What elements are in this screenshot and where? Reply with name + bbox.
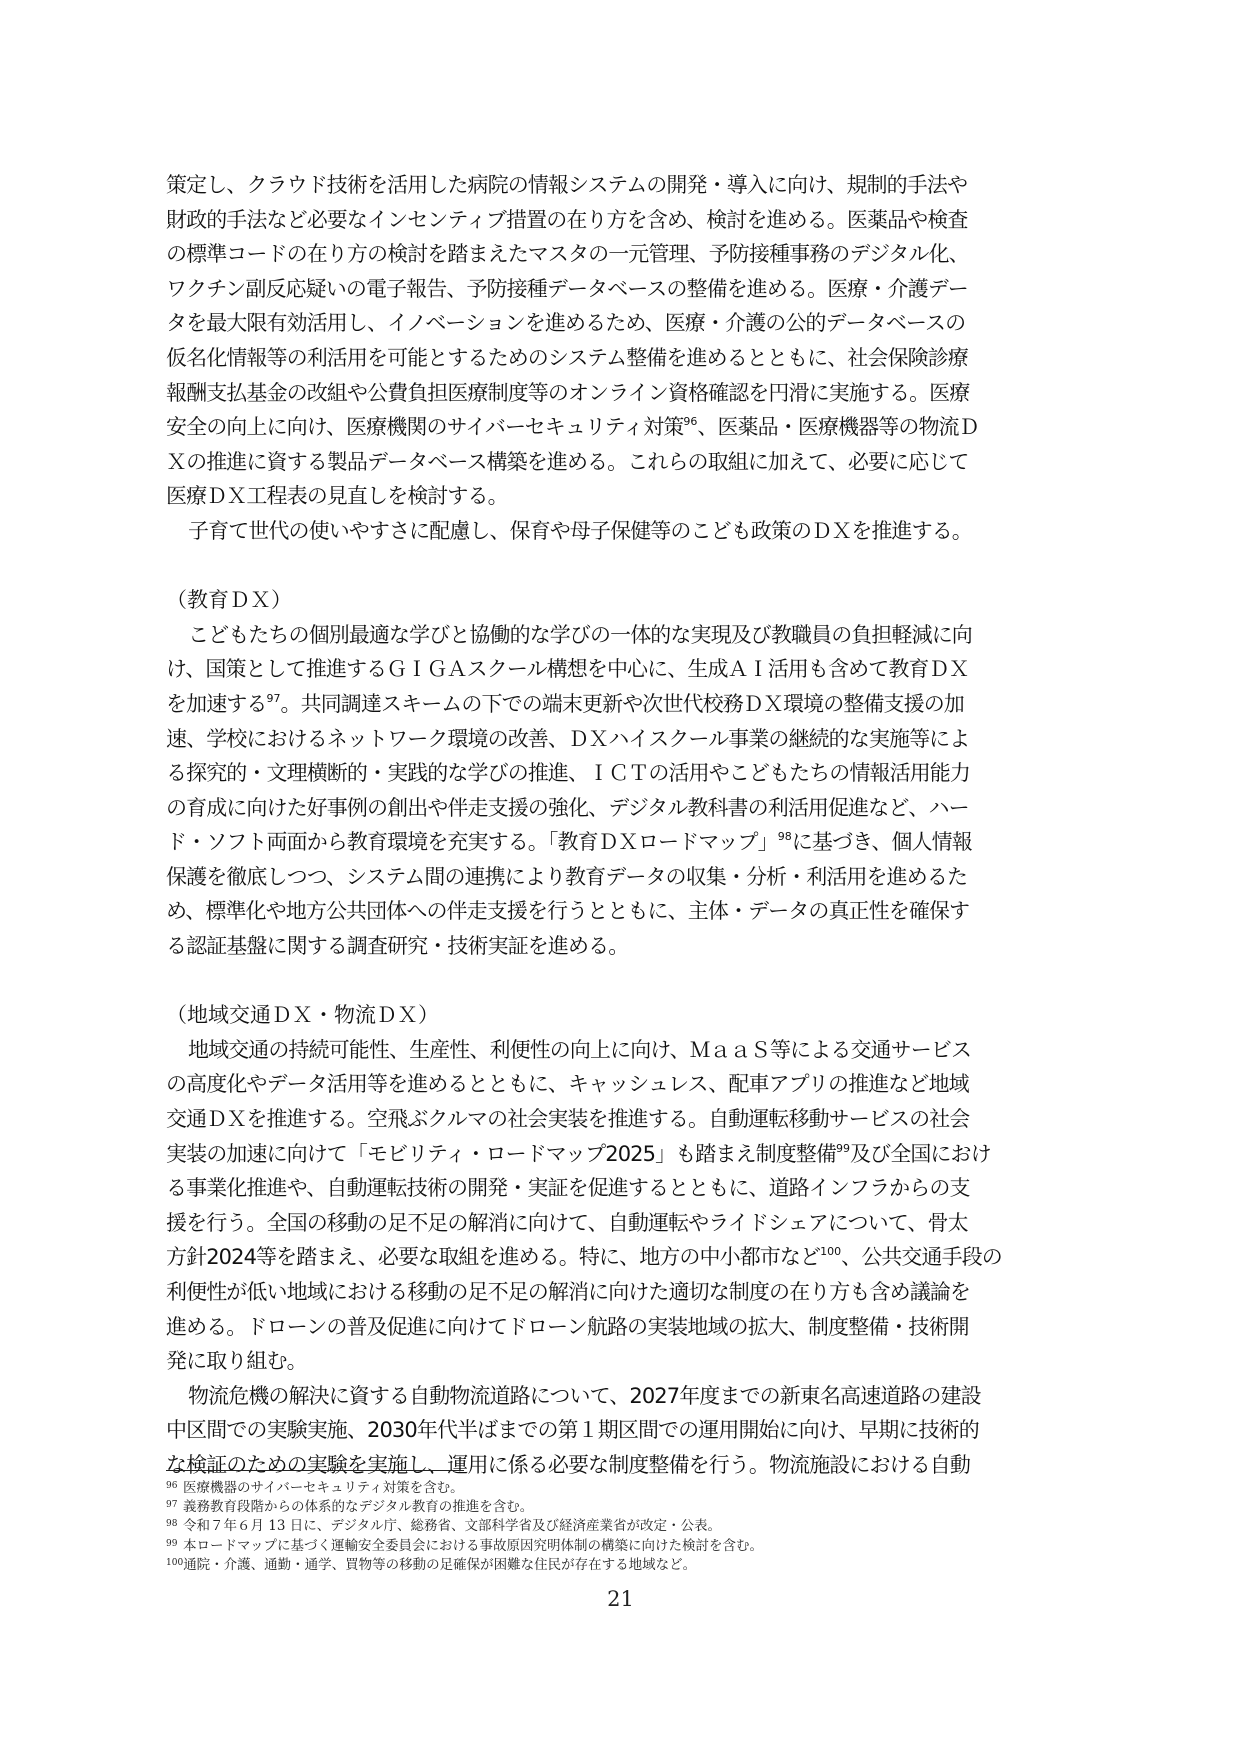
text-run: 、公共交通手段の <box>841 1245 1002 1270</box>
paragraph-line <box>166 825 1082 860</box>
paragraph-line: 子育て世代の使いやすさに配慮し、保育や母子保健等のこども政策のＤＸを推進する。 <box>188 518 972 543</box>
footnote-number: 96 <box>166 1481 178 1491</box>
paragraph-line: 財政的手法など必要なインセンティブ措置の在り方を含め、検討を進める。医薬品や検査 <box>166 207 968 232</box>
footnote-number: 99 <box>166 1538 178 1549</box>
text-run: 安全の向上に向け、医療機関のサイバーセキュリティ対策 <box>166 415 684 440</box>
paragraph-line <box>166 687 1082 722</box>
paragraph-line: 進める。ドローンの普及促進に向けてドローン航路の実装地域の拡大、制度整備・技術開 <box>166 1314 969 1339</box>
text-run: ド・ソフト両面から教育環境を充実する。「教育ＤＸロードマップ」 <box>166 830 778 855</box>
paragraph-line <box>166 1137 1082 1172</box>
footnote-ref-97: 97 <box>266 691 281 705</box>
footnote-number: 97 <box>166 1500 178 1511</box>
text-run: 。共同調達スキームの下での端末更新や次世代校務ＤＸ環境の整備支援の加 <box>280 691 964 716</box>
footnote-ref-96: 96 <box>683 415 698 429</box>
paragraph-line: 策定し、クラウド技術を活用した病院の情報システムの開発・導入に向け、規制的手法や <box>166 173 968 197</box>
footnote-text: 本ロードマップに基づく運輸安全委員会における事故原因究明体制の構築に向けた検討を含む。 <box>183 1537 763 1554</box>
footnote-text: 令和７年６月 13 日に、デジタル庁、総務省、文部科学省及び経済産業省が改定・公表。 <box>183 1518 721 1535</box>
paragraph-line: の育成に向けた好事例の創出や伴走支援の強化、デジタル教科書の利活用促進など、ハー <box>166 795 969 820</box>
paragraph-line: 交通ＤＸを推進する。空飛ぶクルマの社会実装を推進する。自動運転移動サービスの社会 <box>166 1107 970 1132</box>
paragraph-line: め、標準化や地方公共団体への伴走支援を行うとともに、主体・データの真正性を確保す <box>166 899 970 924</box>
paragraph-line: る認証基盤に関する調査研究・技術実証を進める。 <box>166 934 629 959</box>
footnote-97 <box>166 1497 1086 1516</box>
paragraph-line: な検証のための実験を実施し、運用に係る必要な制度整備を行う。物流施設における自動 <box>166 1452 970 1477</box>
footnote-ref-99: 99 <box>836 1141 851 1155</box>
paragraph-line <box>166 410 1082 445</box>
text-run: を加速する <box>166 691 267 716</box>
paragraph-line: ワクチン副反応疑いの電子報告、予防接種データベースの整備を進める。医療・介護デー <box>166 276 968 301</box>
paragraph-line: 物流危機の解決に資する自動物流道路について、2027年度までの新東名高速道路の建設 <box>188 1383 981 1408</box>
paragraph-line: 地域交通の持続可能性、生産性、利便性の向上に向け、ＭａａＳ等による交通サービス <box>188 1037 972 1062</box>
page-number: 21 <box>607 1587 634 1611</box>
paragraph-line: の高度化やデータ活用等を進めるとともに、キャッシュレス、配車アプリの推進など地域 <box>166 1072 969 1097</box>
paragraph-line: 利便性が低い地域における移動の足不足の解消に向けた適切な制度の在り方も含め議論を <box>166 1280 970 1304</box>
paragraph-line: 中区間での実験実施、2030年代半ばまでの第１期区間での運用開始に向け、早期に技術的 <box>166 1418 979 1443</box>
footnote-text: 通院・介護、通勤・通学、買物等の移動の足確保が困難な住民が存在する地域など。 <box>183 1556 697 1573</box>
paragraph-line: こどもたちの個別最適な学びと協働的な学びの一体的な実現及び教職員の負担軽減に向 <box>188 622 972 647</box>
footnotes <box>166 1478 1086 1574</box>
text-run: に基づき、個人情報 <box>791 830 972 855</box>
paragraph-line: タを最大限有効活用し、イノベーションを進めるため、医療・介護の公的データベースの <box>166 311 966 336</box>
paragraph-line: 援を行う。全国の移動の足不足の解消に向けて、自動運転やライドシェアについて、骨太 <box>166 1210 968 1235</box>
footnote-text: 義務教育段階からの体系的なデジタル教育の推進を含む。 <box>183 1499 534 1516</box>
section-heading-education-dx: （教育ＤＸ） <box>166 588 292 613</box>
paragraph-line: る探究的・文理横断的・実践的な学びの推進、ＩＣＴの活用やこどもたちの情報活用能力 <box>166 761 970 786</box>
paragraph-spacer <box>166 549 1082 584</box>
paragraph-spacer <box>166 964 1082 999</box>
footnote-number: 100 <box>166 1557 184 1568</box>
paragraph-line: 発に取り組む。 <box>166 1349 307 1374</box>
paragraph-line: 仮名化情報等の利活用を可能とするためのシステム整備を進めるとともに、社会保険診療 <box>166 345 968 370</box>
footnote-98 <box>166 1516 1086 1535</box>
footnote-number: 98 <box>166 1519 178 1530</box>
paragraph-line: る事業化推進や、自動運転技術の開発・実証を促進するとともに、道路インフラからの支 <box>166 1176 970 1201</box>
footnote-text: 医療機器のサイバーセキュリティ対策を含む。 <box>183 1480 464 1496</box>
paragraph-line: の標準コードの在り方の検討を踏まえたマスタの一元管理、予防接種事務のデジタル化、 <box>166 242 969 267</box>
footnote-ref-98: 98 <box>777 830 792 844</box>
footnote-99 <box>166 1536 1086 1555</box>
paragraph-line: Ｘの推進に資する製品データベース構築を進める。これらの取組に加えて、必要に応じて <box>166 449 969 474</box>
section-heading-transport-dx: （地域交通ＤＸ・物流ＤＸ） <box>166 1003 439 1028</box>
text-run: 及び全国におけ <box>850 1141 991 1166</box>
text-run: 、医薬品・医療機器等の物流Ｄ <box>697 415 979 440</box>
footnote-96 <box>166 1478 1086 1497</box>
footnote-100 <box>166 1555 1086 1574</box>
paragraph-line: 医療ＤＸ工程表の見直しを検討する。 <box>166 484 508 509</box>
footnote-ref-100: 100 <box>820 1245 842 1259</box>
footnote-divider <box>166 1470 464 1471</box>
paragraph-line: 保護を徹底しつつ、システム間の連携により教育データの収集・分析・利活用を進めるた <box>166 864 968 889</box>
paragraph-line: 報酬支払基金の改組や公費負担医療制度等のオンライン資格確認を円滑に実施する。医療 <box>166 380 970 405</box>
paragraph-line <box>166 1240 1082 1275</box>
text-run: 方針2024等を踏まえ、必要な取組を進める。特に、地方の中小都市など <box>166 1245 821 1270</box>
paragraph-line: け、国策として推進するＧＩＧＡスクール構想を中心に、生成ＡＩ活用も含めて教育ＤＸ <box>166 657 969 682</box>
paragraph-line: 速、学校におけるネットワーク環境の改善、ＤＸハイスクール事業の継続的な実施等によ <box>166 726 970 751</box>
document-body <box>166 168 1082 1483</box>
text-run: 実装の加速に向けて「モビリティ・ロードマップ2025」も踏まえ制度整備 <box>166 1141 837 1166</box>
